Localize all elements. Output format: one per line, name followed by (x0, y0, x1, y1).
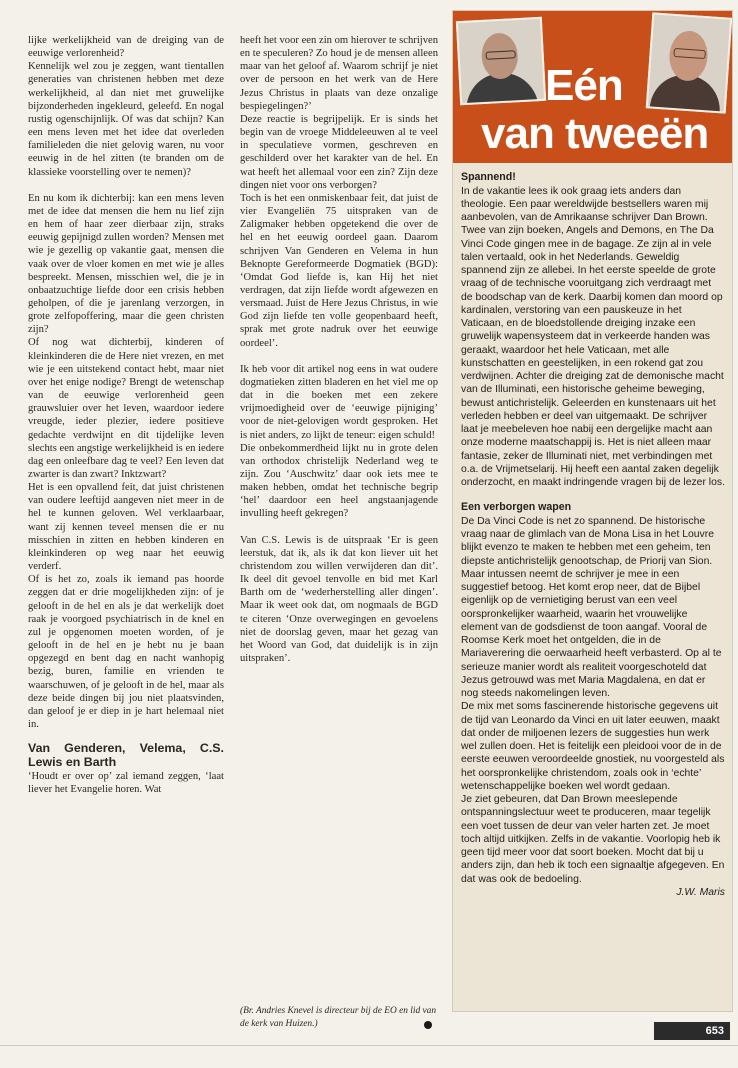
sidebar-paragraph: Je ziet gebeuren, dat Dan Brown meeslepende ontspanningslectuur weet te produceren, maar tegelijk een voet tussen de deur van veler harten zet. Je moet toch altijd uitkijken. Zelfs in de vakantie. Voorlopig heb ik geen tijd meer voor dat soort boeken. Mocht dat bij u anders zijn, dan heb ik toch een signaaltje afgegeven. En dat was ook de bedoeling. (461, 794, 725, 885)
sidebar-box (452, 10, 733, 1012)
section-heading: Van Genderen, Velema, C.S. Lewis en Barth (28, 741, 224, 770)
page-number: 653 (654, 1022, 730, 1040)
article-column-middle (240, 34, 438, 665)
author-photo-left (456, 17, 546, 105)
author-photo-right (646, 12, 732, 113)
sidebar-heading: Spannend! (461, 171, 516, 183)
paragraph: ‘Houdt er over op’ zal iemand zeggen, ‘laat liever het Evangelie horen. Wat (28, 771, 224, 796)
paragraph: Of is het zo, zoals ik iemand pas hoorde zeggen dat er drie mogelijkheden zijn: of je gelooft in de hel en als je dat werkelijk doet raak je voorgoed psychiatrisch in de knel en zul je opgenomen moeten worden, of je gelooft in de hel en je hebt nu je baan opgezegd en bent dag en nacht wanhopig bezig, buren, familie en vrienden te waarschuwen, of je gelooft in de hel, maar als deze beide dingen bij jou niet plaatsvinden, dan geloof je er diep in je hart helemaal niet in. (28, 574, 224, 730)
sidebar-title-line1: Eén (545, 61, 623, 110)
sidebar-title-line2: van tweeën (481, 109, 709, 158)
end-bullet-icon (424, 1021, 432, 1029)
sidebar-paragraph: De mix met soms fascinerende historische gegevens uit de tijd van Leonardo da Vinci en uit later eeuwen, maakt dat onder de miljoenen lezers de suggesties hun werk wel zullen doen. Het is feitelijk een pleidooi voor de in de eerste eeuwen veroordeelde gnostiek, nu voorgesteld als het oorspronkelijke christendom, zoals ook in ‘echte’ wetenschappelijke boeken wel wordt gedaan. (461, 701, 725, 792)
sidebar-text (461, 171, 725, 899)
sidebar-signature: J.W. Maris (676, 886, 725, 898)
sidebar-paragraph: De Da Vinci Code is net zo spannend. De historische vraag naar de glimlach van de Mona Lisa in het Louvre blijkt evenzo te maken te hebben met een geheim, ten diepste antichristelijk genootschap, de Priorij van Sion. Maar intussen neemt de schrijver je mee in een suggestief betoog. Het komt erop neer, dat de Bijbel eigenlijk op de vernietiging berust van een veel oorspronkelijker waarheid, waarin het vrouwelijke element van de godsdienst de toon aangaf. Vooral de Roomse Kerk moet het ontgelden, die in de Mariaverering die oerwaarheid heeft verbasterd. Op al te serieuze manier wordt als realiteit voorgeschoteld dat Jezus getrouwd was met Maria Magdalena, en dat er nog steeds nakomelingen leven. (461, 515, 722, 699)
paragraph: Het is een opvallend feit, dat juist christenen van oudere leeftijd aangeven niet meer in de hel te kunnen geloven. Wel verklaarbaar, want zij kennen teveel mensen die er nu misschien in zitten en hebben kinderen en kleinkinderen op weg naar het eeuwig verderf. (28, 482, 224, 573)
bottom-rule (0, 1045, 738, 1046)
author-byline: (Br. Andries Knevel is directeur bij de EO en lid van de kerk van Huizen.) (240, 1006, 437, 1029)
article-column-left (28, 34, 224, 796)
paragraph: heeft het voor een zin om hierover te schrijven en te speculeren? Zo houd je de mensen alleen maar van het geloof af. Waarom schrijf je niet over de persoon en het werk van de Here Jezus Christus in plaats van deze onzalige bespiegelingen?’ (240, 35, 438, 112)
paragraph: En nu kom ik dichterbij: kan een mens leven met de idee dat mensen die hem nu lief zijn en hem of haar zeer dierbaar zijn, straks eeuwig gepijnigd zullen worden? Mensen met wie je gezellig op vakantie gaat, mensen die vaak over de vloer komen en met wie je alles bespreekt. Mensen, misschien wel, die je in onbaatzuchtige liefde door een crisis hebben geholpen, of die je jarenlang verzorgen, in grote zelfopoffering, maar die geen christen zijn? (28, 192, 224, 336)
paragraph: Van C.S. Lewis is de uitspraak ‘Er is geen leerstuk, dat ik, als ik dat kon liever uit het christendom zou willen verwijderen dan dit’. Ik deel dit gevoel tenvolle en bid met Karl Barth om de ‘wederherstelling aller dingen’. Maar ik weet ook dat, om nogmaals de BGD te citeren ‘Onze overwegingen en gevoelens niet de doorslag geven, maar het gezag van het Woord van God, dat duidelijk is in zijn uitspraken’. (240, 534, 438, 665)
paragraph: lijke werkelijkheid van de dreiging van de eeuwige verlorenheid? (28, 35, 224, 60)
paragraph: Die onbekommerdheid lijkt nu in grote delen van orthodox christelijk Nederland weg te zijn. Zou ‘Auschwitz’ daar ook iets mee te maken hebben, omdat het technische begrip ‘hel’ daardoor een heel angstaanjagende invulling heeft gekregen? (240, 442, 438, 520)
paragraph: Ik heb voor dit artikel nog eens in wat oudere dogmatieken zitten bladeren en het viel me op dat in die boeken met een zekere vrijmoedigheid over de ‘eeuwige pijniging’ voor de niet-gelovigen wordt gesproken. Het is niet anders, zo lijkt de teneur: eigen schuld! (240, 363, 438, 441)
sidebar-banner (453, 11, 732, 163)
paragraph: Deze reactie is begrijpelijk. Er is sinds het begin van de vroege Middeleeuwen al te veel in speculatieve vormen, geschreven en geschilderd over het karakter van de hel. En wat heeft het allemaal voor een zin? Zijn deze dingen niet voor ons verborgen? (240, 113, 438, 191)
sidebar-paragraph: In de vakantie lees ik ook graag iets anders dan theologie. Een paar wereldwijde bestsellers waren mij aanbevolen, van de Amrikaanse schrijver Dan Brown. Twee van zijn boeken, Angels and Demons, en The Da Vinci Code gingen mee in de bagage. Ze zijn al in vele talen vertaald, ook in het Nederlands. Geweldig spannend zijn ze allebei. In het eerste speelde de grote vraag of de technische vooruitgang zich verdraagt met de boodschap van de kerk. Daarbij komen dan moord op kardinalen, verstoring van een pauskeuze in het Vaticaan, en de bloedstollende dreiging inzake een gruwelijk wapensysteem dat in verkeerde handen was geraakt, waardoor het hele Vaticaan, met alle kunstschatten en geestelijken, in een rokend gat zou verdwijnen. Achter die dreiging zat de demonische macht van de Illuminati, een historische geheime beweging, bewust antichristelijk. Geleerden en kunstenaars uit het verleden hebben er deel van uitgemaakt. De schrijver laat je meebeleven hoe nabij een dergelijke macht aan onze moderne maatschappij is. Het is niet alleen maar fantasie, zeker de Illuminati niet, met verbindingen met o.a. de Vrijmetselarij. Hij heeft een aantal zaken degelijk onderzocht, en maakt indringende vragen bij de lezer los. (461, 185, 725, 488)
sidebar-heading: Een verborgen wapen (461, 501, 572, 514)
paragraph: Toch is het een onmiskenbaar feit, dat juist de vier Evangeliën 75 uitspraken van de Zaligmaker hebben opgetekend die over de hel en het eeuwig oordeel gaan. Daarom schrijven Van Genderen en Velema in hun Beknopte Gereformeerde Dogmatiek (BGD): ‘Omdat God liefde is, kan Hij het niet verdragen, dat zijn liefde wordt afgewezen en versmaad. Juist de Here Jezus Christus, in wie God zijn liefde ten volle geopenbaard heeft, sprak met grote nadruk over het eeuwige oordeel’. (240, 192, 438, 349)
paragraph: Of nog wat dichterbij, kinderen of kleinkinderen die de Here niet vrezen, en met wie je een uitstekend contact hebt, maar niet over het enige nodige? Brengt de wetenschap van de eeuwige verlorenheid geen grauwsluier over het leven, waardoor iedere vreugde, ieder plezier, iedere positieve gedachte verdwijnt en dit tijdelijke leven slechts een angstige werkelijkheid is en iedere dag een onleefbare dag te veel? Een leven dat zwarter is dan zwart? Inktzwart? (28, 337, 224, 480)
paragraph: Kennelijk wel zou je zeggen, want tientallen generaties van christenen hebben met deze werkelijkheid, al dan niet met gruwelijke bijzonderheden ingekleurd, geleefd. En nogal rustig ogenschijnlijk. Of was dat schijn? Kan een mens leven met het idee dat overleden familieleden die niet gelovig waren, nu voor eeuwig in de hel zitten (te branden om de klassieke voorstelling over te nemen)? (28, 61, 224, 178)
